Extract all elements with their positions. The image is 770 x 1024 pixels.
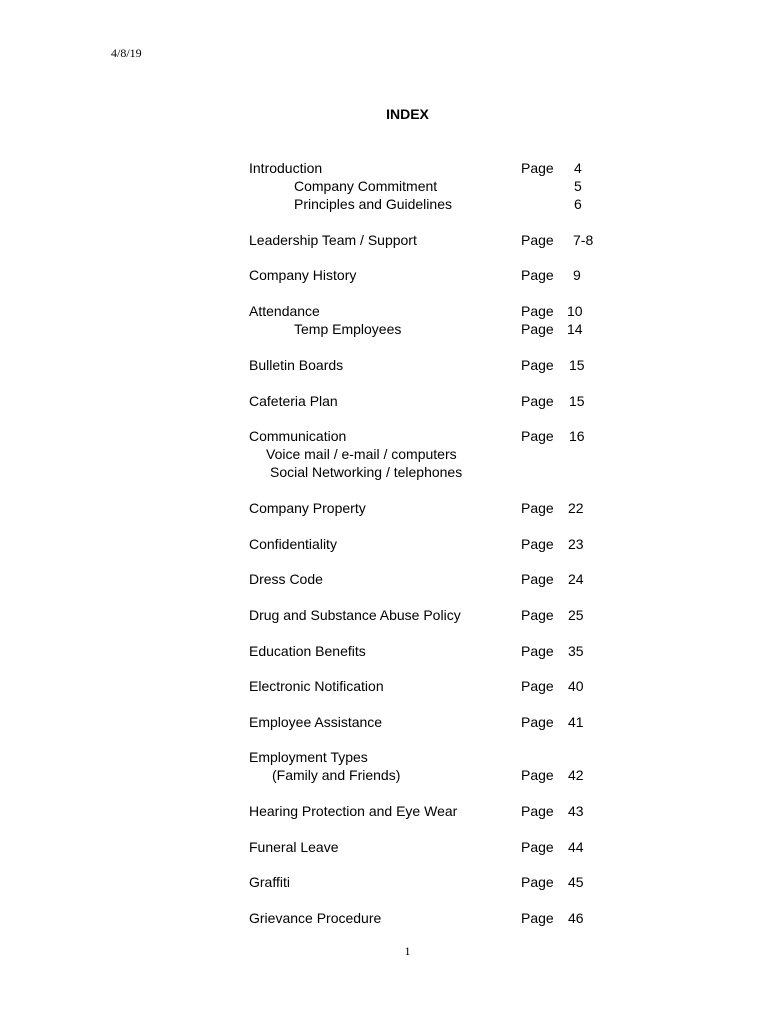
page-word: Page xyxy=(521,803,554,819)
index-entry-label: Graffiti xyxy=(249,874,290,890)
index-entry-label: Leadership Team / Support xyxy=(249,232,417,248)
page-word: Page xyxy=(521,267,554,283)
index-subentry-label: Temp Employees xyxy=(294,321,402,337)
index-entry-label: Electronic Notification xyxy=(249,678,384,694)
index-entry-label: Bulletin Boards xyxy=(249,357,344,373)
index-entry-label: Employee Assistance xyxy=(249,714,383,730)
page-word: Page xyxy=(521,839,554,855)
index-subentry-label: Social Networking / telephones xyxy=(270,464,463,480)
index-entry-label: Company Property xyxy=(249,500,366,516)
page-word: Page xyxy=(521,321,554,337)
page-word: Page xyxy=(521,714,554,730)
index-entry-label: Grievance Procedure xyxy=(249,910,382,926)
footer-page-number: 1 xyxy=(404,944,411,958)
index-entry-label: Employment Types xyxy=(249,749,368,765)
page-number: 15 xyxy=(569,393,585,409)
page-word: Page xyxy=(521,571,554,587)
index-entry-label: Dress Code xyxy=(249,571,323,587)
page-number: 43 xyxy=(568,803,584,819)
page-number: 14 xyxy=(567,321,583,337)
index-subentry-label: Company Commitment xyxy=(294,178,438,194)
page-number: 10 xyxy=(567,303,583,319)
page-number: 46 xyxy=(568,910,584,926)
page-word: Page xyxy=(521,428,554,444)
index-entry-label: Introduction xyxy=(249,160,323,176)
page-word: Page xyxy=(521,160,554,176)
index-entry-label: Confidentiality xyxy=(249,536,337,552)
page-word: Page xyxy=(521,536,554,552)
page-word: Page xyxy=(521,767,554,783)
index-entry-label: Cafeteria Plan xyxy=(249,393,338,409)
page-number: 42 xyxy=(568,767,584,783)
page-number: 4 xyxy=(574,160,582,176)
page-word: Page xyxy=(521,500,554,516)
page-word: Page xyxy=(521,643,554,659)
page-word: Page xyxy=(521,910,554,926)
page-word: Page xyxy=(521,393,554,409)
page-number: 41 xyxy=(568,714,584,730)
page-number: 9 xyxy=(573,267,581,283)
page-number: 22 xyxy=(568,500,584,516)
page-number: 6 xyxy=(574,196,582,212)
page-number: 16 xyxy=(569,428,585,444)
index-subentry-label: (Family and Friends) xyxy=(272,767,401,783)
page-number: 35 xyxy=(568,643,584,659)
page-word: Page xyxy=(521,357,554,373)
page-word: Page xyxy=(521,678,554,694)
date-stamp: 4/8/19 xyxy=(111,46,142,60)
index-subentry-label: Voice mail / e-mail / computers xyxy=(266,446,457,462)
index-entry-label: Company History xyxy=(249,267,357,283)
page-number: 23 xyxy=(568,536,584,552)
page-number: 44 xyxy=(568,839,584,855)
index-entry-label: Funeral Leave xyxy=(249,839,339,855)
page-word: Page xyxy=(521,232,554,248)
page-word: Page xyxy=(521,607,554,623)
index-entry-label: Education Benefits xyxy=(249,643,366,659)
page-title: INDEX xyxy=(386,106,429,122)
index-entry-label: Drug and Substance Abuse Policy xyxy=(249,607,461,623)
index-entry-label: Communication xyxy=(249,428,347,444)
page-number: 25 xyxy=(568,607,584,623)
page-word: Page xyxy=(521,303,554,319)
page-number: 40 xyxy=(568,678,584,694)
page-number: 45 xyxy=(568,874,584,890)
page-word: Page xyxy=(521,874,554,890)
page-number: 5 xyxy=(574,178,582,194)
page-number: 7-8 xyxy=(573,232,594,248)
index-entry-label: Attendance xyxy=(249,303,320,319)
index-subentry-label: Principles and Guidelines xyxy=(294,196,452,212)
page-number: 24 xyxy=(568,571,584,587)
index-entry-label: Hearing Protection and Eye Wear xyxy=(249,803,458,819)
page-number: 15 xyxy=(569,357,585,373)
